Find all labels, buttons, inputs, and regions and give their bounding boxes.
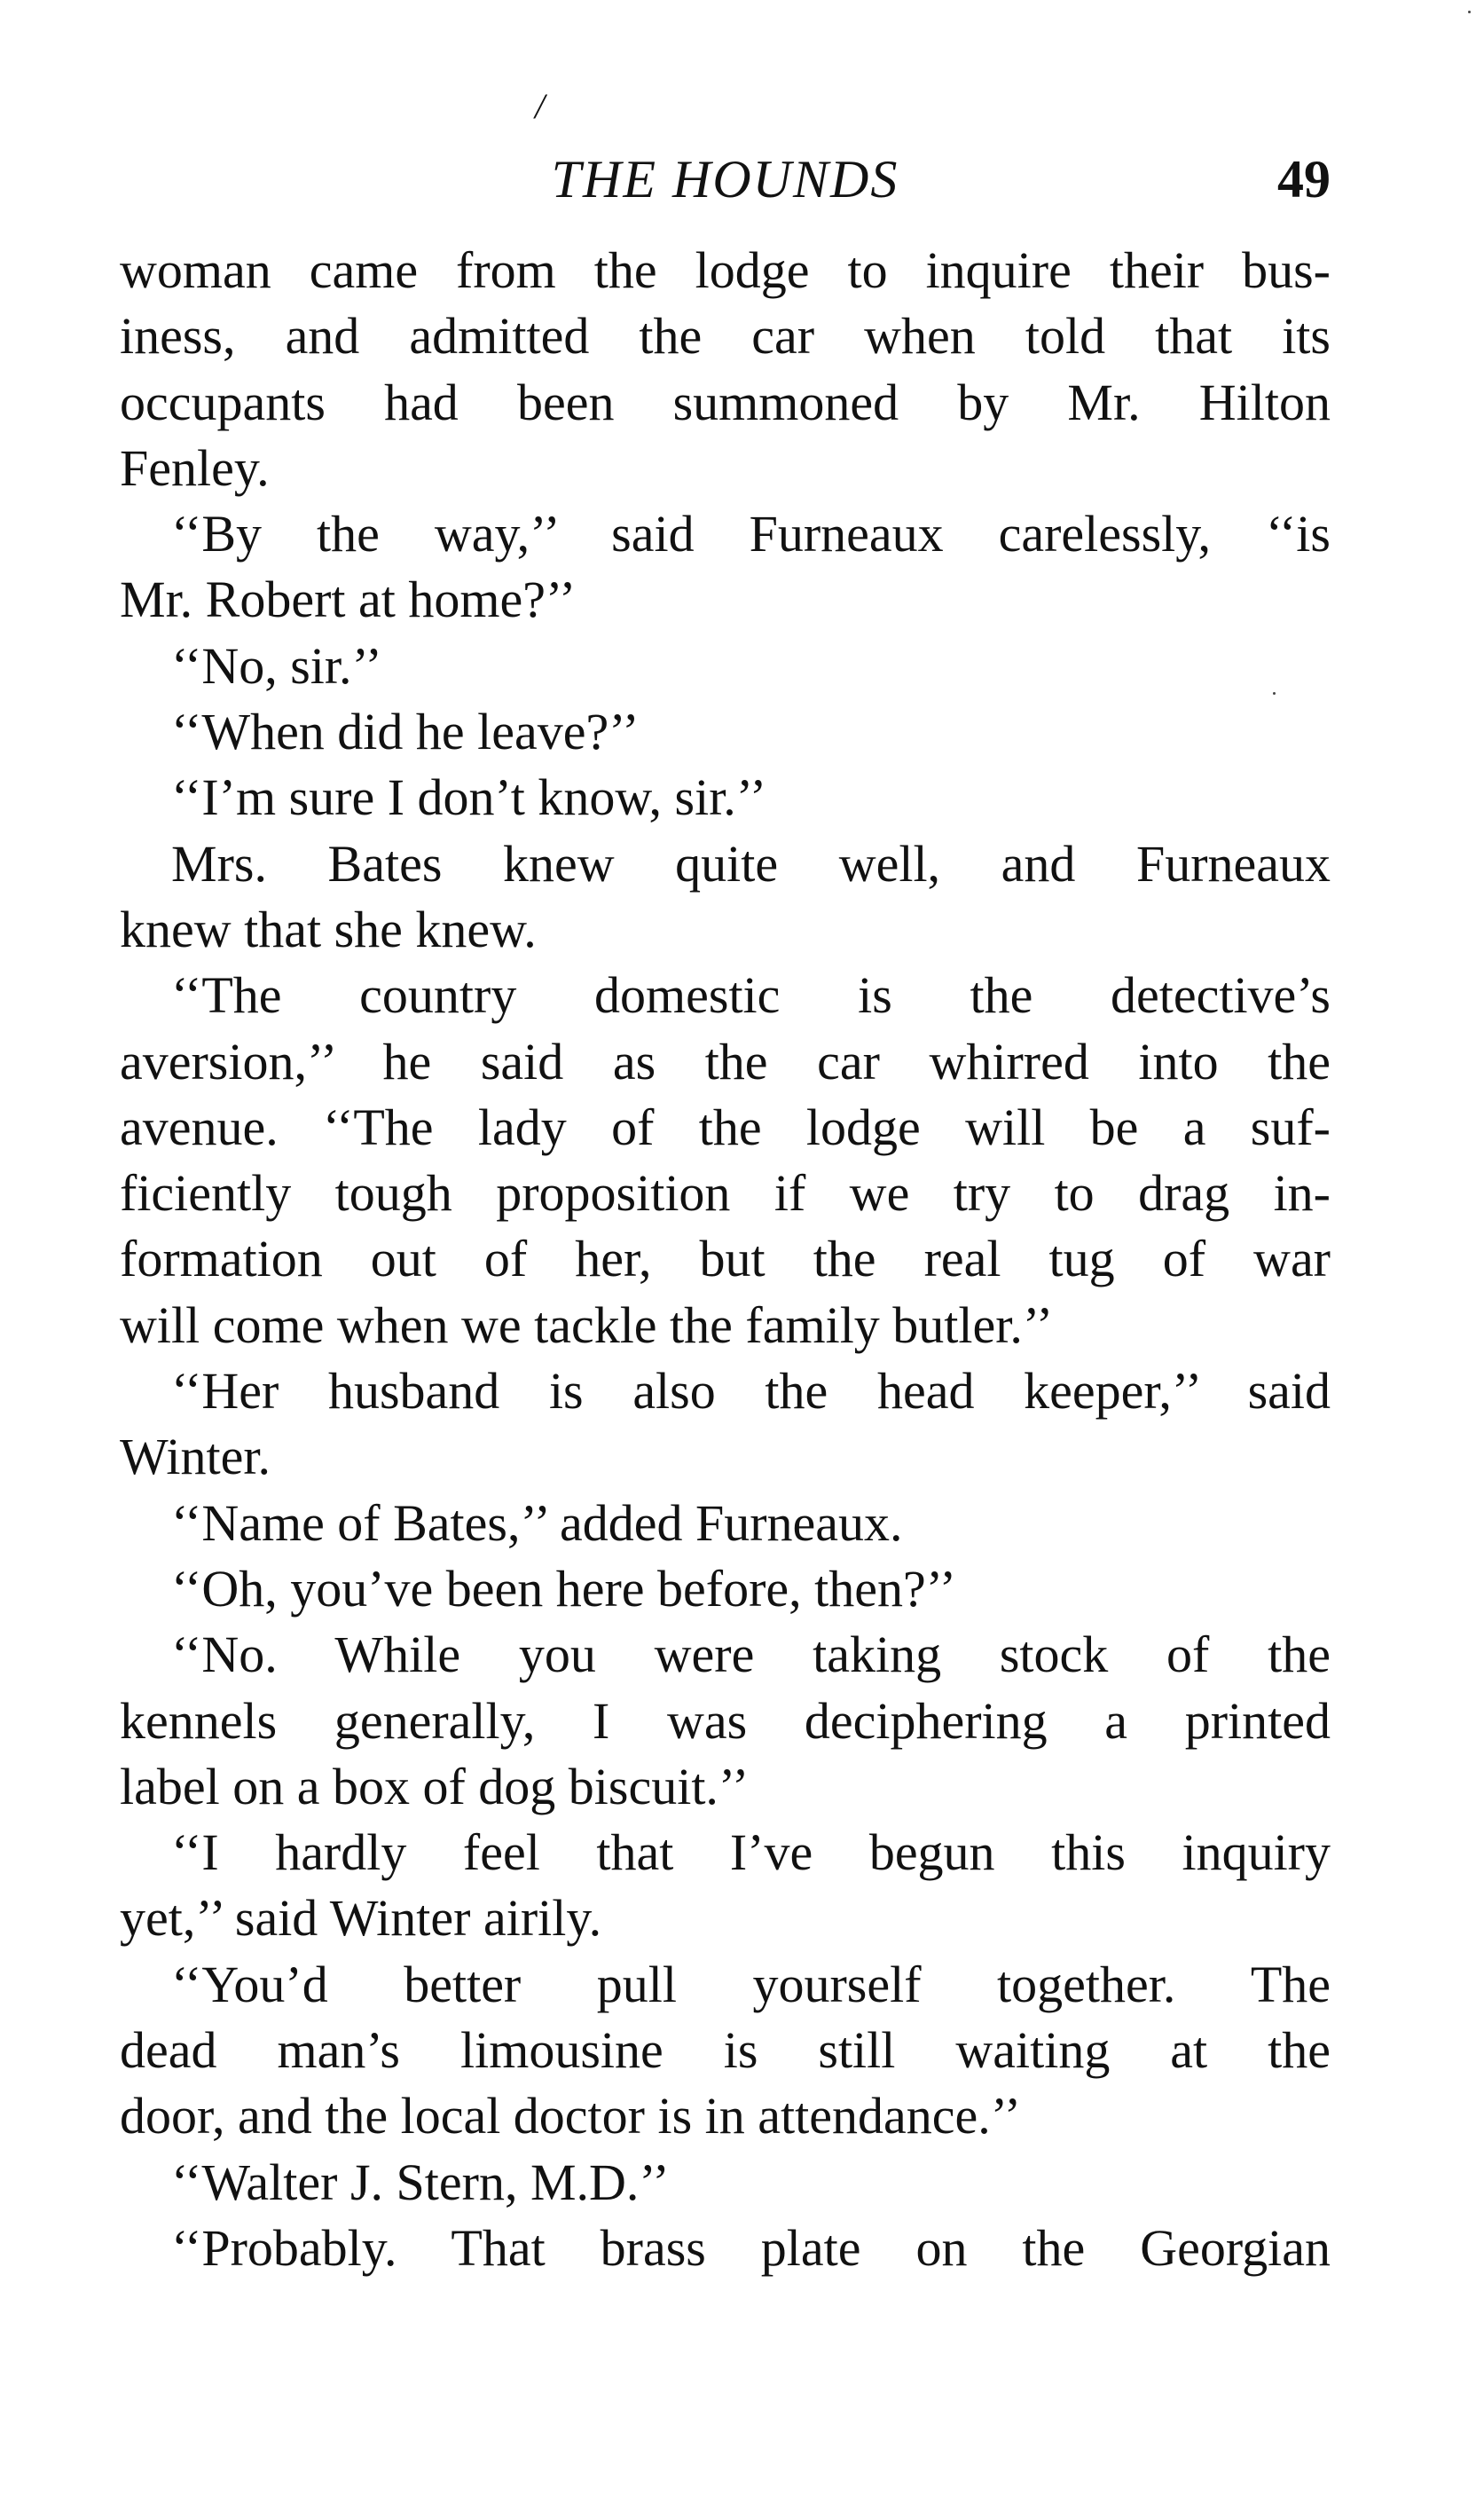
text-line: dead man’s limousine is still waiting at the <box>120 2021 1331 2080</box>
print-mark: / <box>535 86 546 126</box>
paper-speck <box>1273 692 1276 695</box>
body-text <box>120 238 1331 2281</box>
text-line: ‘‘When did he leave?’’ <box>171 703 640 761</box>
text-line: ‘‘I hardly feel that I’ve begun this inquiry <box>171 1823 1331 1882</box>
text-line: ‘‘No. While you were taking stock of the <box>171 1626 1331 1684</box>
text-line: formation out of her, but the real tug of war <box>120 1230 1331 1288</box>
text-line: iness, and admitted the car when told that its <box>120 307 1331 366</box>
text-line: occupants had been summoned by Mr. Hilton <box>120 373 1331 431</box>
page-number: 49 <box>1277 150 1331 209</box>
text-line: ‘‘Name of Bates,’’ added Furneaux. <box>171 1493 903 1552</box>
text-line: ‘‘No, sir.’’ <box>171 636 382 695</box>
text-line: ficiently tough proposition if we try to drag in- <box>120 1164 1331 1223</box>
paper-speck <box>1468 11 1471 13</box>
text-line: kennels generally, I was deciphering a printed <box>120 1691 1331 1750</box>
text-line: avenue. ‘‘The lady of the lodge will be a suf- <box>120 1098 1331 1156</box>
text-line: ‘‘I’m sure I don’t know, sir.’’ <box>171 768 767 827</box>
text-line: will come when we tackle the family butler.’’ <box>120 1295 1054 1354</box>
text-line: ‘‘Oh, you’ve been here before, then?’’ <box>171 1559 957 1618</box>
text-line: Winter. <box>120 1428 271 1486</box>
text-line: door, and the local doctor is in attendance.’’ <box>120 2087 1022 2145</box>
text-line: ‘‘Probably. That brass plate on the Georgian <box>171 2218 1331 2277</box>
text-line: Mr. Robert at home?’’ <box>120 571 577 629</box>
text-line: ‘‘By the way,’’ said Furneaux carelessly, ‘‘is <box>171 505 1331 563</box>
text-line: ‘‘Her husband is also the head keeper,’’ said <box>171 1362 1331 1421</box>
text-line: label on a box of dog biscuit.’’ <box>120 1757 750 1815</box>
text-line: Mrs. Bates knew quite well, and Furneaux <box>171 834 1331 893</box>
text-line: ‘‘The country domestic is the detective’s <box>171 966 1331 1025</box>
text-line: aversion,’’ he said as the car whirred into the <box>120 1032 1331 1090</box>
text-line: knew that she knew. <box>120 900 537 958</box>
text-line: ‘‘You’d better pull yourself together. The <box>171 1955 1331 2013</box>
text-line: Fenley. <box>120 438 270 497</box>
running-head <box>120 144 1331 215</box>
text-line: woman came from the lodge to inquire their bus- <box>120 241 1331 299</box>
text-line: ‘‘Walter J. Stern, M.D.’’ <box>171 2153 670 2211</box>
running-title: THE HOUNDS <box>551 150 899 209</box>
text-line: yet,’’ said Winter airily. <box>120 1889 602 1948</box>
